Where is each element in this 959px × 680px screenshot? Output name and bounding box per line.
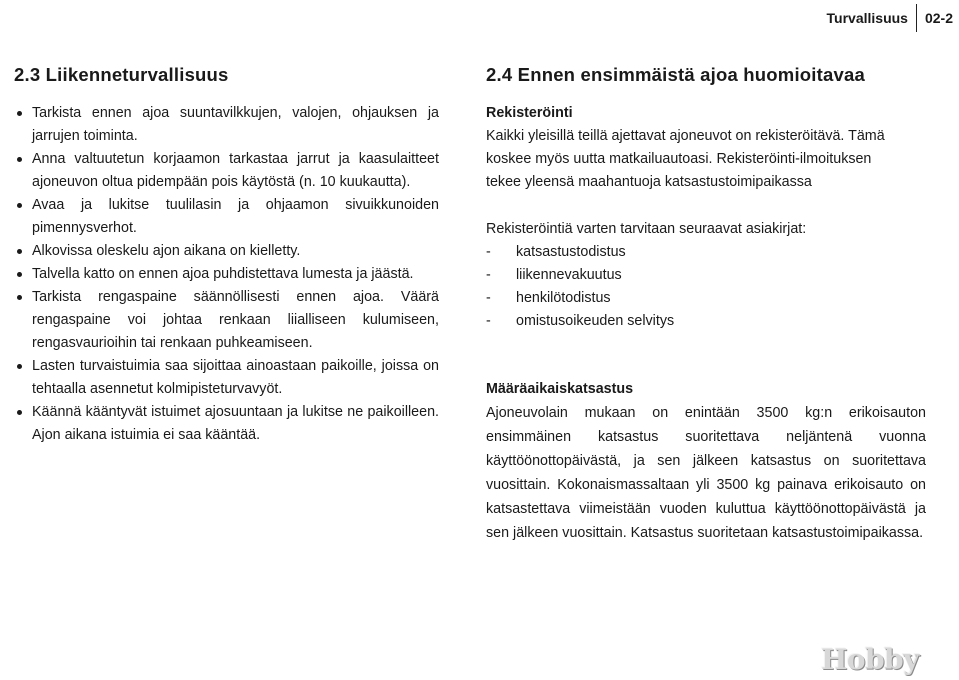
list-item: Lasten turvaistuimia saa sijoittaa ainoastaan paikoille, joissa on tehtaalla asennetut kolmipisteturvavyöt.	[14, 355, 439, 401]
dash-marker: -	[486, 244, 491, 260]
list-item	[486, 264, 926, 287]
document-name: katsastustodistus	[516, 244, 626, 260]
right-column	[486, 62, 926, 545]
document-name: omistusoikeuden selvitys	[516, 313, 675, 329]
before-first-drive-heading: 2.4 Ennen ensimmäistä ajoa huomioitavaa	[486, 64, 865, 85]
list-item: Avaa ja lukitse tuulilasin ja ohjaamon sivuikkunoiden pimennysverhot.	[14, 194, 439, 240]
page-header	[827, 4, 953, 32]
list-item: Alkovissa oleskelu ajon aikana on kielletty.	[14, 240, 439, 263]
list-item: Tarkista ennen ajoa suuntavilkkujen, valojen, ohjauksen ja jarrujen toiminta.	[14, 102, 439, 148]
registration-heading: Rekisteröinti	[486, 105, 573, 121]
dash-marker: -	[486, 313, 491, 329]
list-item	[486, 287, 926, 310]
registration-line: Kaikki yleisillä teillä ajettavat ajoneuvot on rekisteröitävä. Tämä	[486, 128, 885, 144]
list-item: Tarkista rengaspaine säännöllisesti ennen ajoa. Väärä rengaspaine voi johtaa renkaan liialliseen kulumiseen, rengasvaurioihin tai renkaan puhkeamiseen.	[14, 286, 439, 355]
inspection-text: Ajoneuvolain mukaan on enintään 3500 kg:n erikoisauton ensimmäinen katsastus suoritettava neljäntenä vuonna käyttöönottopäivästä, ja sen jälkeen katsastus on suoritettava vuosittain. Kokonaismassaltaan yli 3500 kg painava erikoisauto on katsastettava viimeistään vuoden kuluttua käyttöönottopäivästä ja sen jälkeen vuosittain. Katsastus suoritetaan katsastustoimipaikassa.	[486, 405, 926, 541]
inspection-heading: Määräaikaiskatsastus	[486, 381, 634, 397]
left-column	[14, 62, 439, 447]
hobby-logo: Hobby	[820, 643, 919, 676]
list-item: Käännä kääntyvät istuimet ajosuuntaan ja lukitse ne paikoilleen. Ajon aikana istuimia ei saa kääntää.	[14, 401, 439, 447]
periodic-inspection-section	[486, 378, 926, 545]
list-item: Anna valtuutetun korjaamon tarkastaa jarrut ja kaasulaitteet ajoneuvon oltua pidempään pois käytöstä (n. 10 kuukautta).	[14, 148, 439, 194]
dash-marker: -	[486, 290, 491, 306]
traffic-safety-list	[14, 102, 439, 447]
list-item	[486, 310, 926, 333]
page-number: 02-2	[924, 10, 953, 26]
header-section-title: Turvallisuus	[826, 10, 908, 26]
documents-list	[486, 241, 926, 333]
list-item	[486, 241, 926, 264]
registration-line: tekee yleensä maahantuoja katsastustoimipaikassa	[486, 174, 812, 190]
traffic-safety-heading: 2.3 Liikenneturvallisuus	[14, 64, 229, 85]
registration-line: koskee myös uutta matkailuautoasi. Rekisteröinti-ilmoituksen	[486, 151, 872, 167]
required-documents-section	[486, 218, 926, 333]
documents-intro: Rekisteröintiä varten tarvitaan seuraavat asiakirjat:	[486, 221, 807, 237]
document-name: henkilötodistus	[516, 290, 611, 306]
document-name: liikennevakuutus	[516, 267, 622, 283]
registration-section	[486, 102, 926, 194]
list-item: Talvella katto on ennen ajoa puhdistettava lumesta ja jäästä.	[14, 263, 439, 286]
dash-marker: -	[486, 267, 491, 283]
